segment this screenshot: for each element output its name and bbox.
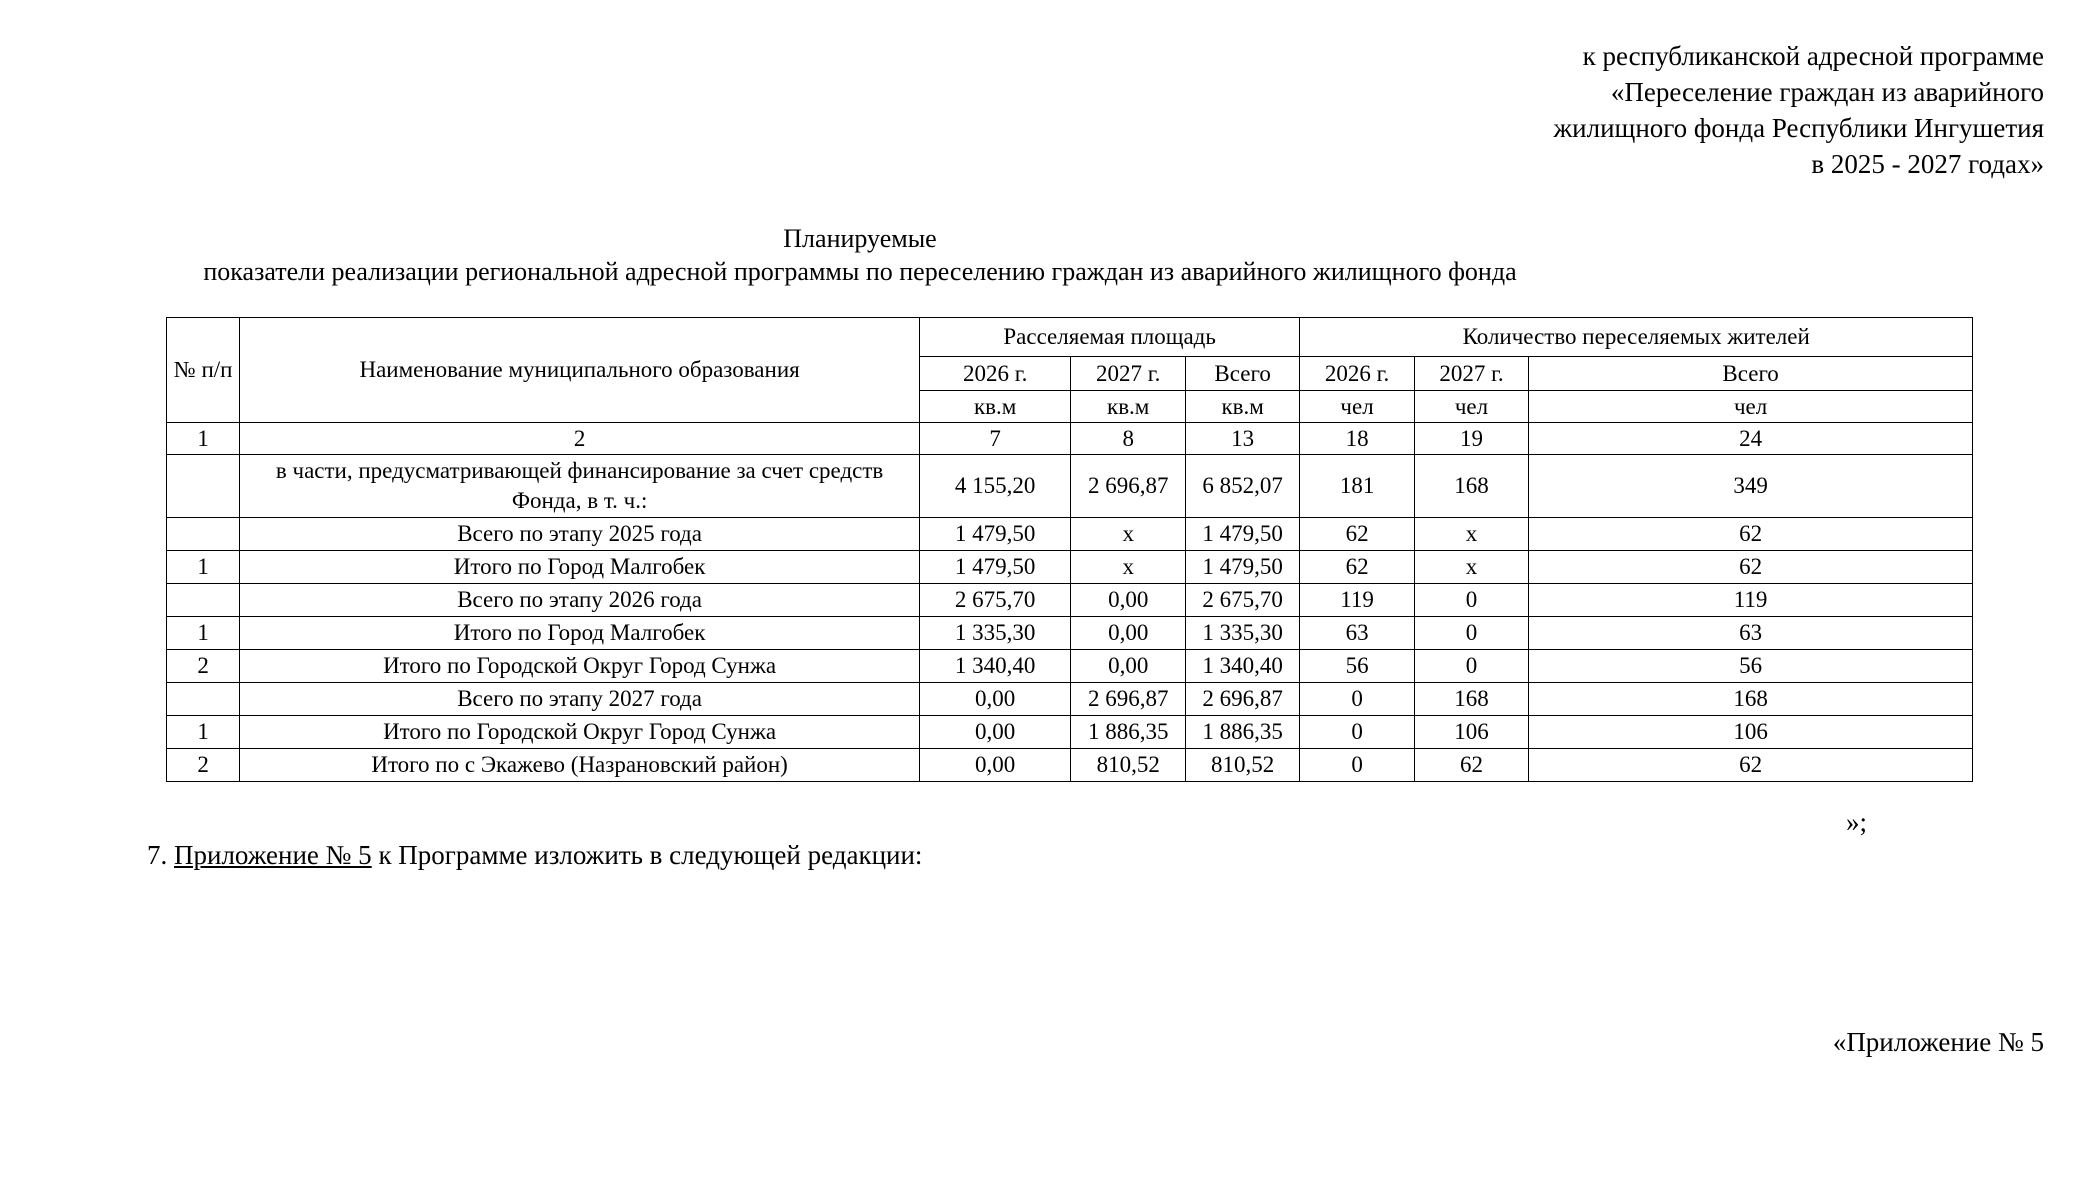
cell-num xyxy=(167,518,240,551)
column-number: 1 xyxy=(167,423,240,455)
title-line-1: Планируемые xyxy=(783,224,937,253)
header-line: жилищного фонда Республики Ингушетия xyxy=(1553,113,2044,143)
cell-value: 62 xyxy=(1300,518,1414,551)
cell-value: 0,00 xyxy=(919,683,1071,716)
cell-value: 62 xyxy=(1529,749,1973,782)
column-number: 18 xyxy=(1300,423,1414,455)
table-row xyxy=(167,518,1973,551)
header-year: 2027 г. xyxy=(1414,357,1528,391)
item-7-paragraph xyxy=(147,840,922,871)
cell-value: x xyxy=(1071,518,1185,551)
column-numbers-row xyxy=(167,423,1973,455)
cell-num: 1 xyxy=(167,617,240,650)
cell-value: 0,00 xyxy=(1071,584,1185,617)
cell-name: Итого по Городской Округ Город Сунжа xyxy=(240,650,920,683)
cell-value: 0 xyxy=(1300,749,1414,782)
cell-num xyxy=(167,584,240,617)
header-residents-group: Количество переселяемых жителей xyxy=(1300,318,1973,357)
cell-value: 4 155,20 xyxy=(919,455,1071,518)
column-number: 19 xyxy=(1414,423,1528,455)
header-line: «Переселение граждан из аварийного xyxy=(1610,77,2044,107)
cell-name: Всего по этапу 2027 года xyxy=(240,683,920,716)
cell-value: 119 xyxy=(1300,584,1414,617)
header-year: Всего xyxy=(1529,357,1973,391)
cell-name: Итого по Городской Округ Город Сунжа xyxy=(240,716,920,749)
title-line-2: показатели реализации региональной адресной программы по переселению граждан из аварийного жилищного фонда xyxy=(203,257,1517,286)
cell-value: 106 xyxy=(1529,716,1973,749)
cell-value: 2 696,87 xyxy=(1185,683,1299,716)
cell-value: 0,00 xyxy=(1071,617,1185,650)
table-row xyxy=(167,455,1973,518)
cell-value: 6 852,07 xyxy=(1185,455,1299,518)
header-unit: кв.м xyxy=(919,391,1071,423)
cell-value: 0,00 xyxy=(919,716,1071,749)
header-area-group: Расселяемая площадь xyxy=(919,318,1299,357)
cell-value: 0 xyxy=(1300,683,1414,716)
cell-value: 168 xyxy=(1414,455,1528,518)
cell-value: 0 xyxy=(1414,617,1528,650)
table-row xyxy=(167,683,1973,716)
table-row xyxy=(167,650,1973,683)
cell-value: 1 335,30 xyxy=(1185,617,1299,650)
cell-value: 2 696,87 xyxy=(1071,455,1185,518)
cell-value: 168 xyxy=(1529,683,1973,716)
cell-value: 1 340,40 xyxy=(1185,650,1299,683)
column-number: 13 xyxy=(1185,423,1299,455)
cell-num xyxy=(167,455,240,518)
cell-value: 0 xyxy=(1414,584,1528,617)
cell-name: в части, предусматривающей финансирование за счет средств Фонда, в т. ч.: xyxy=(240,455,920,518)
cell-value: 0 xyxy=(1300,716,1414,749)
cell-num xyxy=(167,683,240,716)
item-7-prefix: 7. xyxy=(147,840,174,870)
cell-value: 181 xyxy=(1300,455,1414,518)
column-number: 8 xyxy=(1071,423,1185,455)
cell-value: 1 479,50 xyxy=(1185,518,1299,551)
table-row xyxy=(167,617,1973,650)
header-name: Наименование муниципального образования xyxy=(240,318,920,423)
column-number: 7 xyxy=(919,423,1071,455)
header-unit: чел xyxy=(1529,391,1973,423)
cell-value: 1 479,50 xyxy=(1185,551,1299,584)
cell-value: 62 xyxy=(1529,518,1973,551)
cell-value: 106 xyxy=(1414,716,1528,749)
cell-value: 2 675,70 xyxy=(919,584,1071,617)
column-number: 24 xyxy=(1529,423,1973,455)
table-row xyxy=(167,584,1973,617)
header-line: в 2025 - 2027 годах» xyxy=(1811,149,2044,179)
cell-value: 56 xyxy=(1529,650,1973,683)
cell-value: x xyxy=(1071,551,1185,584)
appendix-5-link[interactable]: Приложение № 5 xyxy=(174,840,372,870)
column-number: 2 xyxy=(240,423,920,455)
table-row xyxy=(167,749,1973,782)
cell-value: 349 xyxy=(1529,455,1973,518)
appendix-5-heading: «Приложение № 5 xyxy=(1832,1027,2044,1057)
header-year: 2026 г. xyxy=(1300,357,1414,391)
cell-value: 1 340,40 xyxy=(919,650,1071,683)
cell-value: x xyxy=(1414,518,1528,551)
cell-value: 1 886,35 xyxy=(1185,716,1299,749)
cell-value: 168 xyxy=(1414,683,1528,716)
header-year: 2027 г. xyxy=(1071,357,1185,391)
cell-num: 2 xyxy=(167,749,240,782)
cell-value: 62 xyxy=(1414,749,1528,782)
cell-value: 119 xyxy=(1529,584,1973,617)
indicators-table xyxy=(166,317,1973,782)
cell-num: 1 xyxy=(167,551,240,584)
cell-name: Итого по Город Малгобек xyxy=(240,551,920,584)
cell-name: Итого по Город Малгобек xyxy=(240,617,920,650)
cell-value: 2 696,87 xyxy=(1071,683,1185,716)
cell-value: 810,52 xyxy=(1071,749,1185,782)
item-7-suffix: к Программе изложить в следующей редакции: xyxy=(371,840,923,870)
header-unit: кв.м xyxy=(1185,391,1299,423)
cell-value: 63 xyxy=(1529,617,1973,650)
cell-value: 810,52 xyxy=(1185,749,1299,782)
document-title xyxy=(0,222,1720,288)
header-unit: чел xyxy=(1300,391,1414,423)
header-unit: чел xyxy=(1414,391,1528,423)
table-row xyxy=(167,716,1973,749)
cell-value: 63 xyxy=(1300,617,1414,650)
header-year: 2026 г. xyxy=(919,357,1071,391)
cell-value: 1 479,50 xyxy=(919,518,1071,551)
table-row xyxy=(167,551,1973,584)
cell-value: 0,00 xyxy=(919,749,1071,782)
header-line: к республиканской адресной программе xyxy=(1582,41,2044,71)
header-year: Всего xyxy=(1185,357,1299,391)
header-num: № п/п xyxy=(167,318,240,423)
closing-quote-mark: »; xyxy=(1846,807,1868,837)
cell-value: 0 xyxy=(1414,650,1528,683)
cell-value: 56 xyxy=(1300,650,1414,683)
cell-value: 0,00 xyxy=(1071,650,1185,683)
cell-name: Итого по с Экажево (Назрановский район) xyxy=(240,749,920,782)
cell-value: x xyxy=(1414,551,1528,584)
cell-value: 1 886,35 xyxy=(1071,716,1185,749)
cell-num: 2 xyxy=(167,650,240,683)
cell-value: 62 xyxy=(1529,551,1973,584)
cell-value: 1 479,50 xyxy=(919,551,1071,584)
cell-name: Всего по этапу 2026 года xyxy=(240,584,920,617)
appendix-reference-header xyxy=(1554,38,2045,182)
cell-value: 1 335,30 xyxy=(919,617,1071,650)
cell-name: Всего по этапу 2025 года xyxy=(240,518,920,551)
cell-num: 1 xyxy=(167,716,240,749)
cell-value: 62 xyxy=(1300,551,1414,584)
header-unit: кв.м xyxy=(1071,391,1185,423)
cell-value: 2 675,70 xyxy=(1185,584,1299,617)
table-header-row xyxy=(167,318,1973,357)
